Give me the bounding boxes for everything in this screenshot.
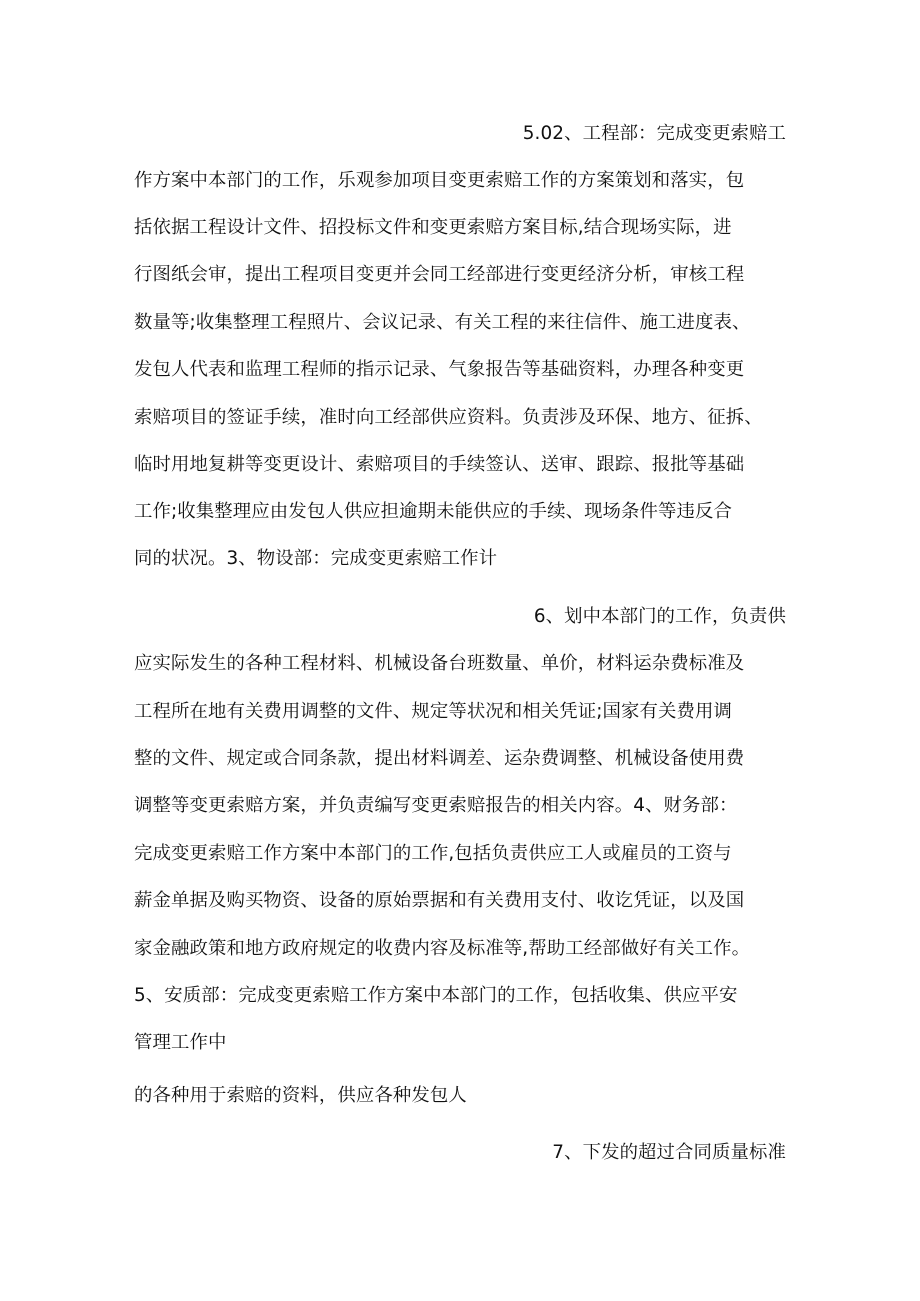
text-line-4: 行图纸会审，提出工程项目变更并会同工经部进行变更经济分析，审核工程	[134, 264, 745, 285]
text-line-13: 工程所在地有关费用调整的文件、规定等状况和相关凭证;国家有关费用调	[134, 701, 732, 722]
text-line-15: 调整等变更索赔方案，并负责编写变更索赔报告的相关内容。4、财务部：	[134, 795, 738, 816]
text-line-8: 临时用地复耕等变更设计、索赔项目的手续签认、送审、跟踪、报批等基础	[134, 454, 745, 475]
text-line-11: 6、划中本部门的工作，负责供	[533, 606, 786, 627]
text-line-5: 数量等;收集整理工程照片、会议记录、有关工程的来往信件、施工进度表、	[134, 312, 751, 333]
text-line-2: 作方案中本部门的工作，乐观参加项目变更索赔工作的方案策划和落实，包	[134, 170, 745, 191]
text-line-1: 5.02、工程部：完成变更索赔工	[522, 123, 786, 144]
text-line-18: 家金融政策和地方政府规定的收费内容及标准等,帮助工经部做好有关工作。	[134, 938, 751, 959]
text-line-19: 5、安质部：完成变更索赔工作方案中本部门的工作，包括收集、供应平安	[134, 985, 738, 1006]
text-line-16: 完成变更索赔工作方案中本部门的工作,包括负责供应工人或雇员的工资与	[134, 843, 732, 864]
text-line-10: 同的状况。3、物设部：完成变更索赔工作计	[134, 548, 498, 569]
text-line-7: 索赔项目的签证手续，准时向工经部供应资料。负责涉及环保、地方、征拆、	[134, 407, 763, 428]
text-line-6: 发包人代表和监理工程师的指示记录、气象报告等基础资料，办理各种变更	[134, 359, 745, 380]
text-line-21: 的各种用于索赔的资料，供应各种发包人	[134, 1085, 467, 1106]
text-line-9: 工作;收集整理应由发包人供应担逾期未能供应的手续、现场条件等违反合	[134, 501, 732, 522]
text-line-12: 应实际发生的各种工程材料、机械设备台班数量、单价，材料运杂费标准及	[134, 653, 745, 674]
text-line-3: 括依据工程设计文件、招投标文件和变更索赔方案目标,结合现场实际，进	[134, 217, 732, 238]
text-line-20: 管理工作中	[134, 1032, 227, 1053]
text-line-14: 整的文件、规定或合同条款，提出材料调差、运杂费调整、机械设备使用费	[134, 748, 745, 769]
text-line-17: 薪金单据及购买物资、设备的原始票据和有关费用支付、收讫凭证，以及国	[134, 890, 745, 911]
text-line-22: 7、下发的超过合同质量标准	[552, 1142, 786, 1163]
